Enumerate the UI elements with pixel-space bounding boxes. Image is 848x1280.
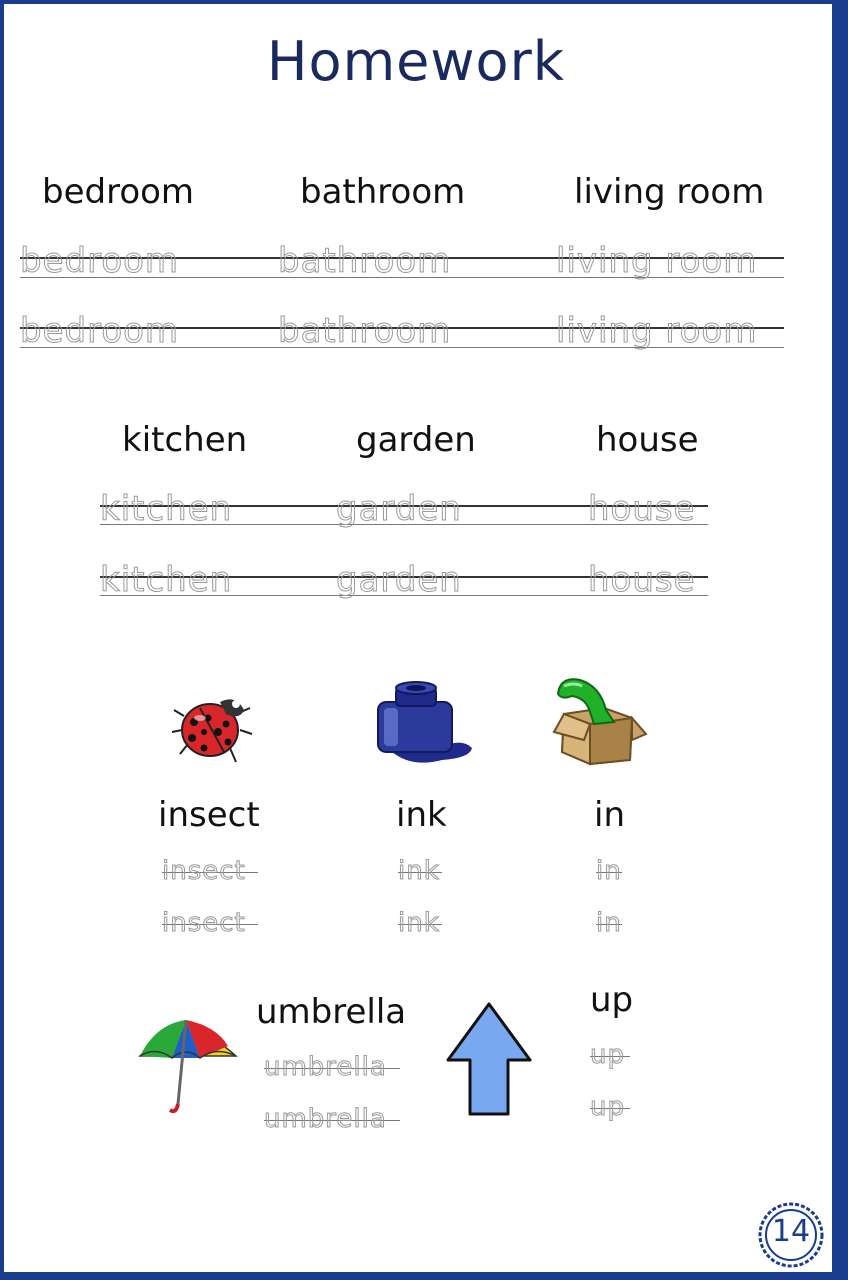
word-kitchen: kitchen	[122, 420, 248, 460]
word-up: up	[590, 980, 634, 1020]
up-arrow-icon	[444, 1000, 534, 1118]
word-insect: insect	[158, 795, 260, 835]
trace-garden: garden	[336, 489, 462, 529]
ladybug-icon	[170, 684, 254, 768]
page-border-left	[0, 0, 4, 1280]
page-border-right	[832, 0, 848, 1280]
trace-living-room: living room	[556, 311, 758, 351]
trace-kitchen: kitchen	[100, 489, 233, 529]
word-living-room: living room	[574, 172, 765, 212]
trace-up: up	[590, 1040, 625, 1070]
trace-insect: insect	[162, 856, 246, 886]
trace-bathroom: bathroom	[278, 311, 452, 351]
trace-up: up	[590, 1092, 625, 1122]
trace-umbrella: umbrella	[264, 1052, 387, 1082]
trace-bathroom: bathroom	[278, 241, 452, 281]
word-ink: ink	[396, 795, 447, 835]
box-in-icon	[550, 674, 650, 766]
umbrella-icon	[136, 1016, 240, 1116]
word-bathroom: bathroom	[300, 172, 466, 212]
page-title: Homework	[266, 30, 566, 93]
page-border-top	[0, 0, 848, 4]
trace-garden: garden	[336, 560, 462, 600]
trace-bedroom: bedroom	[20, 311, 180, 351]
trace-in: in	[596, 856, 622, 886]
trace-umbrella: umbrella	[264, 1104, 387, 1134]
trace-ink: ink	[398, 856, 440, 886]
word-umbrella: umbrella	[256, 992, 407, 1032]
trace-living-room: living room	[556, 241, 758, 281]
trace-bedroom: bedroom	[20, 241, 180, 281]
trace-house: house	[588, 560, 696, 600]
word-bedroom: bedroom	[42, 172, 195, 212]
trace-ink: ink	[398, 908, 440, 938]
ink-bottle-icon	[372, 680, 476, 768]
page-border-bottom	[0, 1272, 848, 1280]
word-house: house	[596, 420, 699, 460]
word-garden: garden	[356, 420, 476, 460]
trace-house: house	[588, 489, 696, 529]
trace-kitchen: kitchen	[100, 560, 233, 600]
word-in: in	[594, 795, 625, 835]
trace-insect: insect	[162, 908, 246, 938]
page-number: 14	[771, 1214, 811, 1249]
trace-in: in	[596, 908, 622, 938]
